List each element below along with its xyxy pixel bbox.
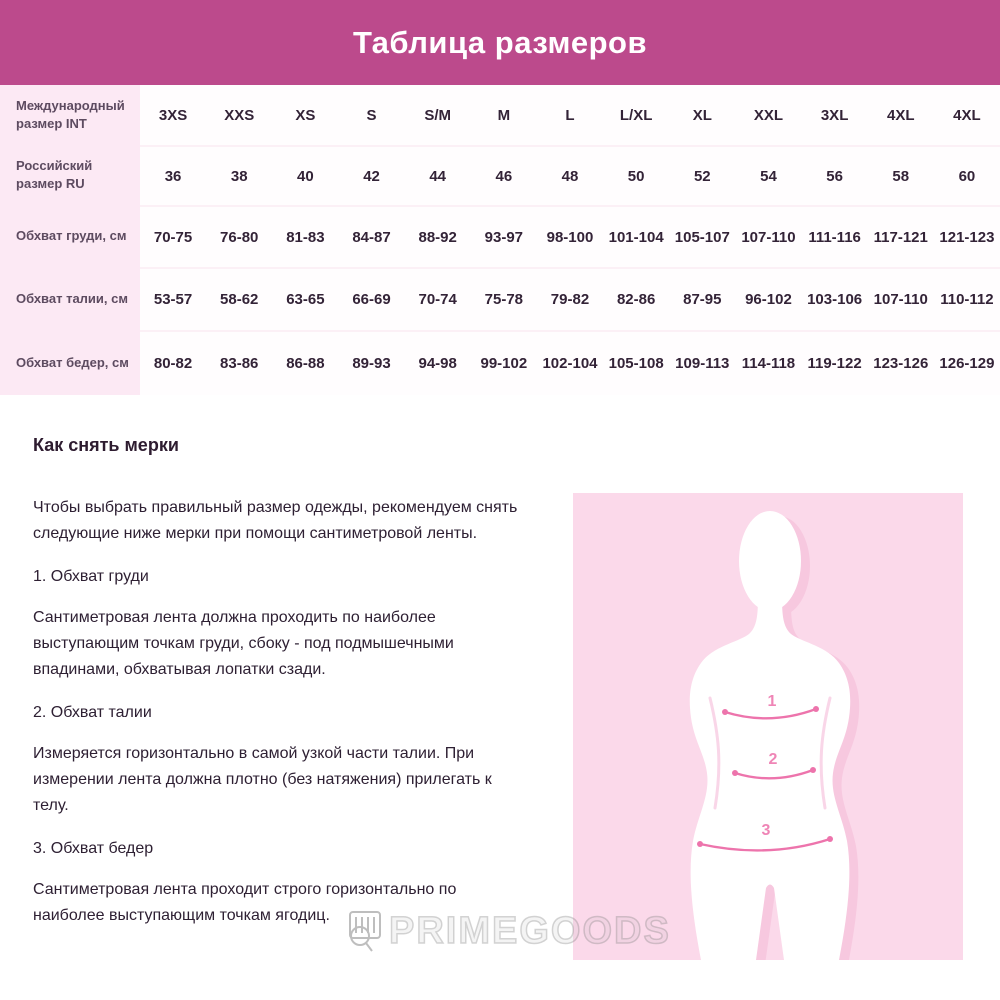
table-cell: 121-123 bbox=[934, 205, 1000, 267]
table-cell: 81-83 bbox=[272, 205, 338, 267]
line-end-dot bbox=[813, 706, 819, 712]
table-cell: 105-107 bbox=[669, 205, 735, 267]
table-cell: 117-121 bbox=[868, 205, 934, 267]
table-cell: 58 bbox=[868, 145, 934, 205]
table-cell: 54 bbox=[735, 145, 801, 205]
table-cell: L bbox=[537, 85, 603, 145]
line-end-dot bbox=[732, 770, 738, 776]
header-band bbox=[0, 0, 1000, 85]
table-cell: 107-110 bbox=[735, 205, 801, 267]
howto-section-title-hips: 3. Обхват бедер bbox=[33, 840, 154, 857]
line-end-dot bbox=[722, 709, 728, 715]
line-end-dot bbox=[827, 836, 833, 842]
table-cell: XL bbox=[669, 85, 735, 145]
table-cell: S/M bbox=[405, 85, 471, 145]
table-cell: 44 bbox=[405, 145, 471, 205]
table-row-label: Обхват груди, см bbox=[0, 205, 140, 267]
table-cell: 4XL bbox=[934, 85, 1000, 145]
howto-section-text-hips: Сантиметровая лента проходит строго горизонтально по наиболее выступающим точкам ягодиц. bbox=[33, 881, 457, 924]
table-cell: 89-93 bbox=[338, 330, 404, 395]
table-cell: 123-126 bbox=[868, 330, 934, 395]
table-cell: XXL bbox=[735, 85, 801, 145]
table-cell: 38 bbox=[206, 145, 272, 205]
watermark-text: PRIMEGOODS bbox=[389, 909, 671, 952]
table-cell: L/XL bbox=[603, 85, 669, 145]
table-cell: 46 bbox=[471, 145, 537, 205]
measurement-label-3: 3 bbox=[761, 822, 771, 839]
body-measurement-illustration bbox=[573, 493, 963, 960]
table-cell: 70-75 bbox=[140, 205, 206, 267]
silhouette-figure bbox=[573, 493, 963, 960]
table-row-label: Обхват талии, см bbox=[0, 267, 140, 330]
table-cell: 76-80 bbox=[206, 205, 272, 267]
table-cell: 66-69 bbox=[338, 267, 404, 330]
table-cell: 82-86 bbox=[603, 267, 669, 330]
table-cell: 93-97 bbox=[471, 205, 537, 267]
line-end-dot bbox=[810, 767, 816, 773]
table-cell: 80-82 bbox=[140, 330, 206, 395]
table-cell: 83-86 bbox=[206, 330, 272, 395]
measurement-label-2: 2 bbox=[768, 751, 778, 768]
table-cell: 42 bbox=[338, 145, 404, 205]
table-cell: 56 bbox=[802, 145, 868, 205]
howto-section-text-waist: Измеряется горизонтально в самой узкой части талии. При измерении лента должна плотно (без натяжения) прилегать к телу. bbox=[33, 745, 492, 814]
table-cell: 53-57 bbox=[140, 267, 206, 330]
table-cell: 96-102 bbox=[735, 267, 801, 330]
table-cell: XXS bbox=[206, 85, 272, 145]
table-cell: 75-78 bbox=[471, 267, 537, 330]
table-cell: 70-74 bbox=[405, 267, 471, 330]
table-cell: 58-62 bbox=[206, 267, 272, 330]
table-cell: 111-116 bbox=[802, 205, 868, 267]
table-cell: 99-102 bbox=[471, 330, 537, 395]
measurement-label-1: 1 bbox=[767, 693, 777, 710]
table-cell: 3XL bbox=[802, 85, 868, 145]
table-cell: 63-65 bbox=[272, 267, 338, 330]
howto-section bbox=[33, 435, 525, 929]
table-cell: 94-98 bbox=[405, 330, 471, 395]
table-row-label: Международный размер INT bbox=[0, 85, 140, 145]
table-cell: 50 bbox=[603, 145, 669, 205]
table-cell: 119-122 bbox=[802, 330, 868, 395]
howto-intro: Чтобы выбрать правильный размер одежды, рекомендуем снять следующие ниже мерки при помощи сантиметровой ленты. bbox=[33, 499, 518, 542]
table-cell: 48 bbox=[537, 145, 603, 205]
table-cell: 126-129 bbox=[934, 330, 1000, 395]
table-cell: 103-106 bbox=[802, 267, 868, 330]
table-cell: 40 bbox=[272, 145, 338, 205]
table-cell: 4XL bbox=[868, 85, 934, 145]
table-cell: 88-92 bbox=[405, 205, 471, 267]
table-cell: 101-104 bbox=[603, 205, 669, 267]
table-cell: 36 bbox=[140, 145, 206, 205]
table-cell: 114-118 bbox=[735, 330, 801, 395]
table-row-label: Обхват бедер, см bbox=[0, 330, 140, 395]
table-cell: 60 bbox=[934, 145, 1000, 205]
table-cell: 86-88 bbox=[272, 330, 338, 395]
table-cell: M bbox=[471, 85, 537, 145]
size-table bbox=[0, 85, 1000, 395]
table-cell: S bbox=[338, 85, 404, 145]
page-title: Таблица размеров bbox=[352, 24, 648, 60]
table-cell: 105-108 bbox=[603, 330, 669, 395]
howto-heading: Как снять мерки bbox=[33, 435, 179, 455]
table-cell: 79-82 bbox=[537, 267, 603, 330]
table-cell: 107-110 bbox=[868, 267, 934, 330]
howto-section-title-waist: 2. Обхват талии bbox=[33, 704, 152, 721]
table-cell: 102-104 bbox=[537, 330, 603, 395]
table-cell: 84-87 bbox=[338, 205, 404, 267]
table-cell: 52 bbox=[669, 145, 735, 205]
table-cell: 109-113 bbox=[669, 330, 735, 395]
table-row-label: Российский размер RU bbox=[0, 145, 140, 205]
table-cell: 3XS bbox=[140, 85, 206, 145]
table-cell: 87-95 bbox=[669, 267, 735, 330]
line-end-dot bbox=[697, 841, 703, 847]
howto-section-title-chest: 1. Обхват груди bbox=[33, 568, 149, 585]
howto-section-text-chest: Сантиметровая лента должна проходить по наиболее выступающим точкам груди, сбоку - под подмышечными впадинами, обхватывая лопатки сзади. bbox=[33, 609, 454, 678]
table-cell: 110-112 bbox=[934, 267, 1000, 330]
table-cell: XS bbox=[272, 85, 338, 145]
table-cell: 98-100 bbox=[537, 205, 603, 267]
